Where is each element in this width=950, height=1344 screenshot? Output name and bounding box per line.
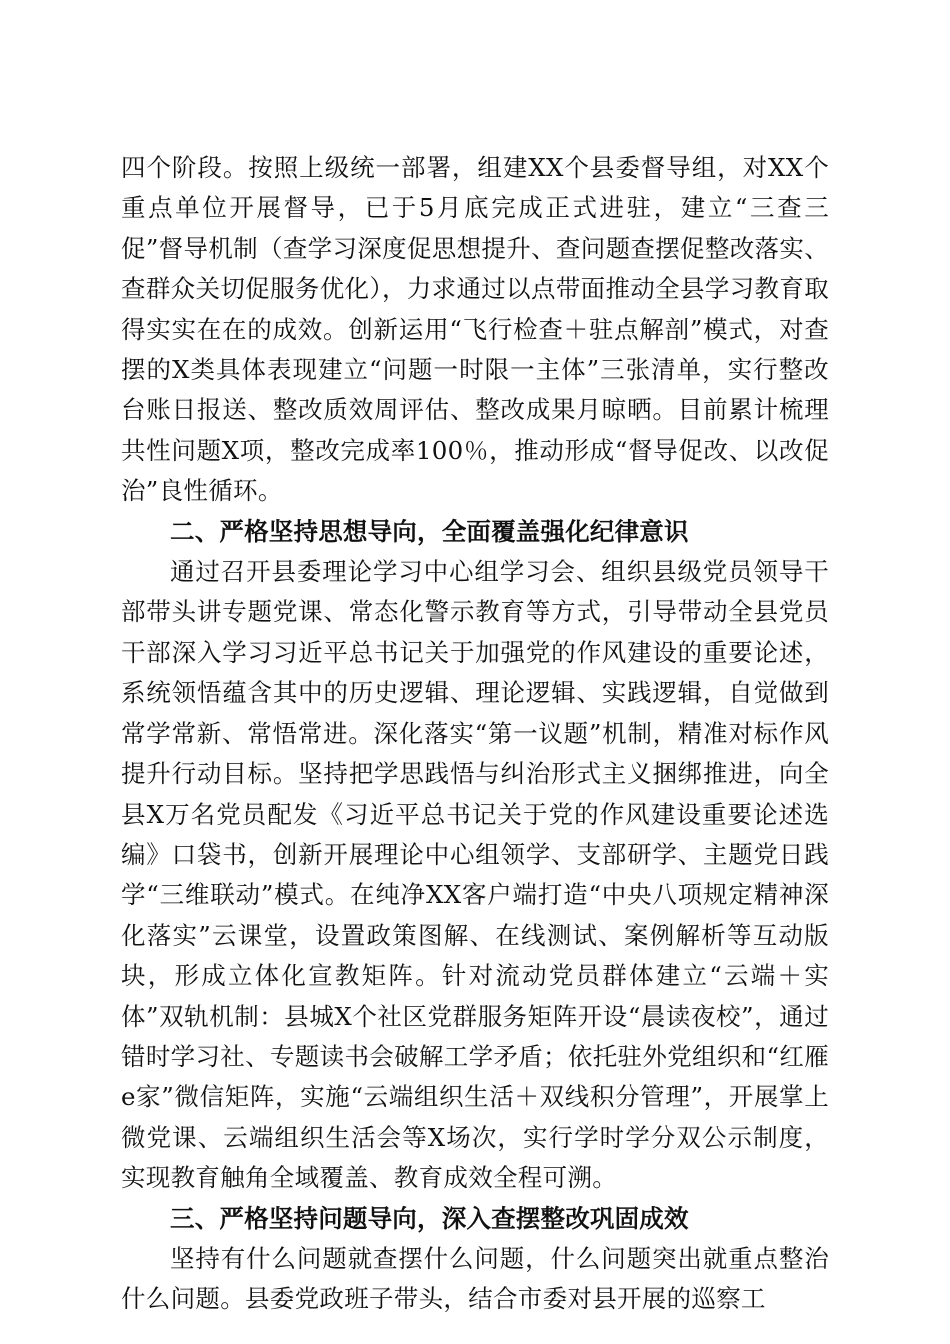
paragraph-supervision-stages: 四个阶段。按照上级统一部署，组建XX个县委督导组，对XX个重点单位开展督导，已于5月底完成正式进驻，建立“三查三促”督导机制（查学习深度促思想提升、查问题查摆促整改落实、查群众关切促服务优化），力求通过以点带面推动全县学习教育取得实实在在的成效。创新运用“飞行检查＋驻点解剖”模式，对查摆的X类具体表现建立“问题一时限一主体”三张清单，实行整改台账日报送、整改质效周评估、整改成果月晾晒。目前累计梳理共性问题X项，整改完成率100％，推动形成“督导促改、以改促治”良性循环。: [121, 153, 829, 506]
document-body: [121, 148, 829, 1320]
paragraph-theory-study: 通过召开县委理论学习中心组学习会、组织县级党员领导干部带头讲专题党课、常态化警示教育等方式，引导带动全县党员干部深入学习习近平总书记关于加强党的作风建设的重要论述，系统领悟蕴含其中的历史逻辑、理论逻辑、实践逻辑，自觉做到常学常新、常悟常进。深化落实“第一议题”机制，精准对标作风提升行动目标。坚持把学思践悟与纠治形式主义捆绑推进，向全县X万名党员配发《习近平总书记关于党的作风建设重要论述选编》口袋书，创新开展理论中心组领学、支部研学、主题党日践学“三维联动”模式。在纯净XX客户端打造“中央八项规定精神深化落实”云课堂，设置政策图解、在线测试、案例解析等互动版块，形成立体化宣教矩阵。针对流动党员群体建立“云端＋实体”双轨机制：县城X个社区党群服务矩阵开设“晨读夜校”，通过错时学习社、专题读书会破解工学矛盾；依托驻外党组织和“红雁e家”微信矩阵，实施“云端组织生活＋双线积分管理”，开展掌上微党课、云端组织生活会等X场次，实行学时学分双公示制度，实现教育触角全域覆盖、教育成效全程可溯。: [121, 557, 829, 1193]
section-heading-problem-guidance: 三、严格坚持问题导向，深入查摆整改巩固成效: [170, 1203, 689, 1233]
paragraph-problem-rectification: 坚持有什么问题就查摆什么问题，什么问题突出就重点整治什么问题。县委党政班子带头，结合市委对县开展的巡察工: [121, 1243, 829, 1314]
section-heading-ideological-guidance: 二、严格坚持思想导向，全面覆盖强化纪律意识: [170, 516, 689, 546]
